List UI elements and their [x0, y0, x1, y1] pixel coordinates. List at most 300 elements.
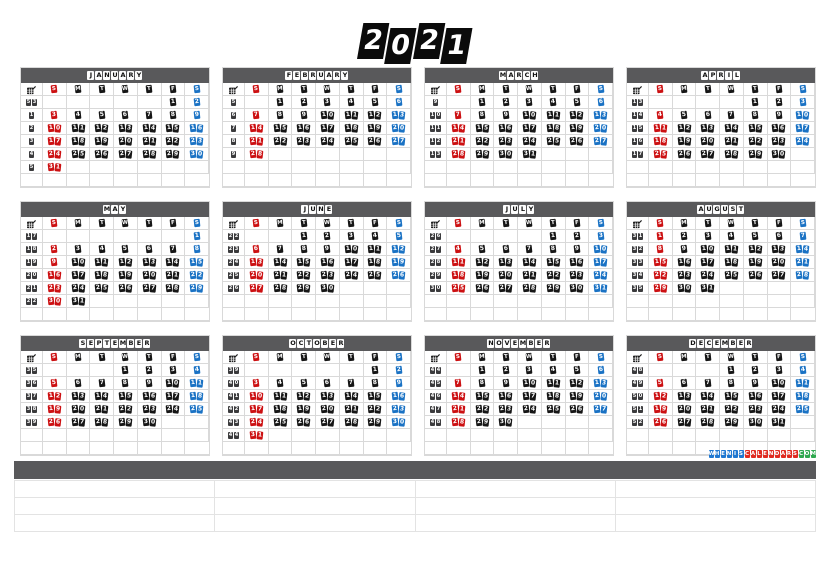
date-digit-tile: 5 [483, 124, 489, 132]
date-digit-tile: 6 [146, 244, 152, 253]
month-name-letter: T [738, 205, 744, 213]
date-digit-tile: 9 [146, 378, 152, 387]
date-cell [316, 269, 340, 282]
week-number-cell [223, 364, 245, 377]
week-number-cell [627, 230, 649, 243]
date-cell [162, 308, 186, 321]
date-cell [471, 416, 495, 429]
date-digit-tile: 1 [143, 391, 149, 400]
date-cell [744, 390, 768, 403]
date-cell [471, 308, 495, 321]
day-of-week-header [364, 351, 388, 364]
month-name-letter: D [690, 339, 696, 347]
day-of-week-header [387, 351, 411, 364]
week-number-cell [223, 308, 245, 321]
date-digit-tile: 7 [79, 271, 85, 279]
date-cell [589, 243, 613, 256]
date-digit-tile: 7 [530, 392, 536, 400]
date-cell [720, 148, 744, 161]
date-digit-tile: 6 [779, 124, 785, 132]
week-number-tile: 5 [436, 379, 441, 386]
date-digit-tile: 0 [779, 150, 785, 158]
day-of-week-header [589, 351, 613, 364]
date-cell [566, 148, 590, 161]
date-cell [138, 96, 162, 109]
date-cell [185, 122, 209, 135]
date-digit-tile: 0 [803, 111, 809, 119]
day-letter-tile: W [324, 85, 331, 93]
date-digit-tile: 0 [506, 418, 512, 426]
week-number-tile: 1 [32, 284, 37, 291]
day-letter-tile: M [681, 353, 688, 361]
day-of-week-header [138, 83, 162, 96]
date-cell [542, 96, 566, 109]
date-cell [696, 308, 720, 321]
day-letter-tile: S [658, 353, 663, 361]
date-cell [589, 390, 613, 403]
week-number-tile: 4 [430, 405, 435, 412]
day-letter-tile: F [574, 219, 580, 227]
week-column-header [21, 217, 43, 230]
date-cell [447, 377, 471, 390]
date-cell [447, 109, 471, 122]
date-digit-tile: 1 [499, 123, 505, 132]
week-number-cell [21, 364, 43, 377]
date-digit-tile: 8 [170, 110, 176, 119]
date-digit-tile: 1 [190, 123, 196, 132]
date-cell [447, 429, 471, 442]
date-digit-tile: 5 [479, 244, 485, 253]
date-digit-tile: 9 [197, 284, 203, 292]
date-digit-tile: 5 [483, 392, 489, 400]
week-column-header [425, 351, 447, 364]
date-digit-tile: 1 [368, 244, 374, 253]
date-digit-tile: 1 [345, 110, 351, 119]
day-letter-tile: M [75, 219, 82, 227]
week-number-tile: 3 [234, 418, 239, 425]
date-cell [589, 429, 613, 442]
date-cell [542, 364, 566, 377]
week-number-tile: 4 [228, 379, 233, 386]
week-number-tile: 2 [430, 258, 435, 265]
date-cell [791, 390, 815, 403]
day-of-week-header [138, 217, 162, 230]
date-digit-tile: 1 [772, 244, 778, 253]
date-digit-tile: 2 [321, 270, 327, 279]
month-name-letter: N [488, 339, 494, 347]
date-cell [673, 135, 697, 148]
day-of-week-header [494, 83, 518, 96]
date-digit-tile: 7 [150, 284, 156, 292]
date-digit-tile: 2 [725, 417, 731, 426]
date-cell [340, 377, 364, 390]
date-cell [162, 364, 186, 377]
date-digit-tile: 3 [506, 258, 512, 266]
date-digit-tile: 2 [483, 405, 489, 413]
date-cell [90, 174, 114, 187]
date-digit-tile: 1 [72, 123, 77, 132]
date-digit-tile: 4 [257, 418, 263, 426]
date-digit-tile: 2 [654, 270, 660, 279]
date-cell [566, 230, 590, 243]
month-name-letter: R [310, 71, 316, 79]
date-digit-tile: 1 [368, 391, 374, 400]
day-of-week-header [114, 351, 138, 364]
date-cell [90, 161, 114, 174]
date-digit-tile: 3 [506, 405, 512, 413]
date-cell [720, 230, 744, 243]
date-digit-tile: 2 [321, 136, 327, 145]
day-letter-tile: S [52, 353, 57, 361]
date-cell [768, 243, 792, 256]
date-cell [696, 256, 720, 269]
week-number-cell [425, 403, 447, 416]
date-digit-tile: 9 [173, 150, 179, 158]
date-cell [791, 230, 815, 243]
date-digit-tile: 5 [554, 405, 560, 413]
week-number-cell [21, 429, 43, 442]
day-of-week-header [696, 351, 720, 364]
date-cell [316, 429, 340, 442]
date-digit-tile: 9 [324, 244, 330, 253]
date-digit-tile: 6 [506, 124, 512, 132]
date-cell [696, 282, 720, 295]
date-digit-tile: 2 [523, 404, 529, 413]
date-cell [542, 429, 566, 442]
date-cell [162, 243, 186, 256]
date-cell [744, 282, 768, 295]
date-digit-tile: 4 [102, 392, 108, 400]
date-digit-tile: 2 [95, 149, 101, 158]
date-cell [245, 416, 269, 429]
date-cell [542, 390, 566, 403]
date-cell [162, 403, 186, 416]
watermark-letter-tile: W [708, 451, 715, 457]
notes-cell [15, 481, 215, 498]
date-cell [494, 403, 518, 416]
date-cell [589, 174, 613, 187]
date-cell [673, 122, 697, 135]
day-letter-tile: T [503, 219, 508, 227]
date-cell [364, 243, 388, 256]
month-name-letter: J [301, 205, 308, 214]
week-number-tile: 4 [638, 111, 643, 118]
day-letter-tile: W [526, 85, 533, 93]
date-cell [90, 429, 114, 442]
day-letter-tile: S [396, 353, 401, 361]
date-cell [138, 377, 162, 390]
watermark-link[interactable] [708, 450, 816, 458]
date-cell [316, 377, 340, 390]
date-digit-tile: 0 [352, 245, 358, 253]
week-number-cell [21, 230, 43, 243]
date-cell [316, 256, 340, 269]
date-cell [114, 122, 138, 135]
date-cell [387, 377, 411, 390]
date-digit-tile: 1 [752, 97, 758, 106]
date-cell [471, 364, 495, 377]
date-cell [387, 256, 411, 269]
date-digit-tile: 2 [678, 270, 683, 279]
month-name-letter: I [725, 71, 732, 80]
week-number-tile: 3 [632, 232, 637, 239]
date-digit-tile: 2 [499, 283, 505, 292]
date-digit-tile: 8 [79, 137, 85, 145]
week-number-tile: 6 [638, 137, 643, 144]
date-cell [566, 243, 590, 256]
footer-bar [14, 461, 816, 479]
date-digit-tile: 1 [547, 110, 553, 119]
date-cell [768, 377, 792, 390]
date-cell [43, 161, 67, 174]
calendar-pencil-icon [633, 83, 642, 96]
date-digit-tile: 6 [503, 244, 509, 253]
date-cell [138, 243, 162, 256]
week-number-cell [627, 161, 649, 174]
date-cell [269, 109, 293, 122]
day-of-week-header [245, 83, 269, 96]
date-digit-tile: 3 [399, 111, 405, 119]
date-cell [768, 148, 792, 161]
watermark-letter-tile: A [750, 451, 756, 457]
date-cell [90, 148, 114, 161]
month-name-letter: E [326, 205, 332, 213]
watermark-letter-tile: N [768, 451, 774, 457]
date-digit-tile: 2 [197, 271, 203, 279]
date-cell [518, 308, 542, 321]
week-number-cell [21, 295, 43, 308]
date-digit-tile: 2 [345, 404, 351, 413]
date-digit-tile: 4 [173, 405, 179, 413]
date-cell [720, 429, 744, 442]
month-name-letter: Y [528, 205, 534, 213]
month-name-letter: R [334, 71, 340, 79]
notes-cell [215, 481, 415, 498]
date-cell [518, 377, 542, 390]
date-cell [292, 429, 316, 442]
day-letter-tile: F [776, 353, 782, 361]
date-digit-tile: 2 [119, 283, 125, 292]
date-digit-tile: 1 [274, 123, 279, 132]
week-number-tile: 2 [228, 245, 233, 252]
week-number-tile: 8 [638, 366, 643, 373]
month-header [425, 202, 613, 217]
date-cell [245, 96, 269, 109]
week-number-cell [627, 390, 649, 403]
date-cell [791, 416, 815, 429]
date-digit-tile: 4 [732, 124, 738, 132]
day-letter-tile: W [324, 219, 331, 227]
date-digit-tile: 2 [547, 270, 553, 279]
date-digit-tile: 1 [392, 110, 398, 119]
date-cell [162, 295, 186, 308]
week-number-cell [425, 148, 447, 161]
date-digit-tile: 3 [304, 137, 310, 145]
week-number-cell [627, 377, 649, 390]
date-digit-tile: 2 [72, 149, 77, 158]
date-cell [589, 416, 613, 429]
date-cell [340, 429, 364, 442]
date-cell [494, 282, 518, 295]
date-digit-tile: 1 [749, 244, 755, 253]
date-digit-tile: 4 [530, 258, 536, 266]
date-cell [67, 377, 91, 390]
week-number-tile: 3 [26, 379, 31, 386]
week-number-tile: 3 [632, 258, 637, 265]
date-cell [340, 282, 364, 295]
date-digit-tile: 1 [72, 136, 77, 145]
month-name-letter: L [520, 205, 526, 213]
date-digit-tile: 1 [547, 378, 553, 387]
date-cell [269, 174, 293, 187]
date-digit-tile: 5 [396, 231, 402, 240]
day-of-week-header [43, 351, 67, 364]
date-cell [589, 364, 613, 377]
day-letter-tile: S [194, 353, 199, 361]
date-cell [518, 295, 542, 308]
date-digit-tile: 1 [250, 257, 256, 266]
date-digit-tile: 5 [661, 150, 667, 158]
week-number-cell [425, 256, 447, 269]
notes-cell [215, 515, 415, 532]
date-cell [387, 243, 411, 256]
date-digit-tile: 5 [661, 258, 667, 266]
date-digit-tile: 3 [190, 149, 196, 158]
date-digit-tile: 7 [257, 405, 263, 413]
date-digit-tile: 3 [701, 283, 707, 292]
day-letter-tile: S [52, 85, 57, 93]
day-of-week-header [43, 83, 67, 96]
day-of-week-header [162, 83, 186, 96]
date-cell [566, 308, 590, 321]
date-digit-tile: 1 [779, 418, 785, 426]
date-cell [138, 269, 162, 282]
week-number-tile: 3 [638, 258, 643, 265]
date-cell [720, 243, 744, 256]
day-of-week-header [649, 217, 673, 230]
date-cell [90, 377, 114, 390]
day-letter-tile: W [526, 353, 533, 361]
date-digit-tile: 1 [392, 391, 398, 400]
date-cell [316, 109, 340, 122]
date-cell [43, 174, 67, 187]
date-cell [269, 122, 293, 135]
date-digit-tile: 2 [503, 365, 509, 374]
date-cell [768, 256, 792, 269]
date-cell [518, 230, 542, 243]
date-digit-tile: 2 [143, 404, 149, 413]
date-digit-tile: 1 [570, 123, 576, 132]
date-digit-tile: 1 [95, 136, 101, 145]
date-digit-tile: 2 [725, 149, 731, 158]
day-letter-tile: T [705, 219, 710, 227]
date-cell [649, 243, 673, 256]
date-digit-tile: 9 [756, 258, 762, 266]
date-cell [673, 269, 697, 282]
notes-cell [415, 515, 615, 532]
date-digit-tile: 2 [796, 270, 802, 279]
month-header [627, 336, 815, 351]
date-cell [316, 282, 340, 295]
date-cell [340, 243, 364, 256]
week-number-tile: 4 [234, 258, 239, 265]
date-cell [673, 96, 697, 109]
week-number-tile: 1 [430, 137, 435, 144]
date-digit-tile: 1 [732, 137, 738, 145]
date-digit-tile: 2 [102, 124, 108, 132]
date-digit-tile: 2 [685, 124, 691, 132]
date-cell [316, 442, 340, 455]
day-letter-tile: T [349, 85, 354, 93]
date-digit-tile: 3 [570, 283, 576, 292]
date-cell [114, 377, 138, 390]
date-digit-tile: 5 [657, 378, 663, 387]
date-cell [589, 308, 613, 321]
date-digit-tile: 7 [277, 244, 283, 253]
date-cell [387, 109, 411, 122]
date-cell [387, 364, 411, 377]
date-cell [90, 109, 114, 122]
date-digit-tile: 2 [297, 283, 303, 292]
month-name-letter: C [524, 71, 530, 79]
month-name-letter: U [310, 205, 316, 213]
week-number-tile: 1 [430, 124, 435, 131]
date-cell [673, 161, 697, 174]
date-digit-tile: 6 [598, 365, 604, 374]
date-cell [114, 148, 138, 161]
week-number-tile: 5 [632, 392, 637, 399]
date-digit-tile: 9 [554, 284, 560, 292]
date-cell [114, 174, 138, 187]
date-cell [269, 256, 293, 269]
day-of-week-header [67, 217, 91, 230]
date-cell [542, 161, 566, 174]
date-cell [245, 256, 269, 269]
date-cell [673, 109, 697, 122]
notes-cell [15, 498, 215, 515]
month-january [20, 67, 210, 188]
watermark-letter-tile: A [780, 451, 786, 457]
date-digit-tile: 1 [392, 257, 398, 266]
week-number-cell [223, 282, 245, 295]
date-digit-tile: 8 [459, 150, 465, 158]
day-of-week-header [566, 217, 590, 230]
week-number-cell [21, 122, 43, 135]
week-number-cell [223, 135, 245, 148]
date-digit-tile: 2 [678, 149, 683, 158]
day-of-week-header [518, 83, 542, 96]
date-cell [185, 256, 209, 269]
day-of-week-header [269, 217, 293, 230]
date-cell [316, 230, 340, 243]
date-cell [589, 282, 613, 295]
date-digit-tile: 4 [803, 137, 809, 145]
calendar-pencil-icon [229, 351, 238, 364]
date-cell [292, 416, 316, 429]
date-digit-tile: 8 [661, 137, 667, 145]
date-digit-tile: 8 [554, 392, 560, 400]
date-digit-tile: 1 [166, 378, 172, 387]
date-digit-tile: 1 [725, 391, 731, 400]
month-september [20, 335, 210, 456]
week-number-tile: 3 [632, 271, 637, 278]
date-digit-tile: 1 [297, 404, 303, 413]
date-cell [768, 109, 792, 122]
week-number-tile: 4 [234, 431, 239, 438]
date-cell [138, 174, 162, 187]
date-digit-tile: 2 [752, 365, 758, 374]
week-number-tile: 1 [29, 111, 34, 118]
